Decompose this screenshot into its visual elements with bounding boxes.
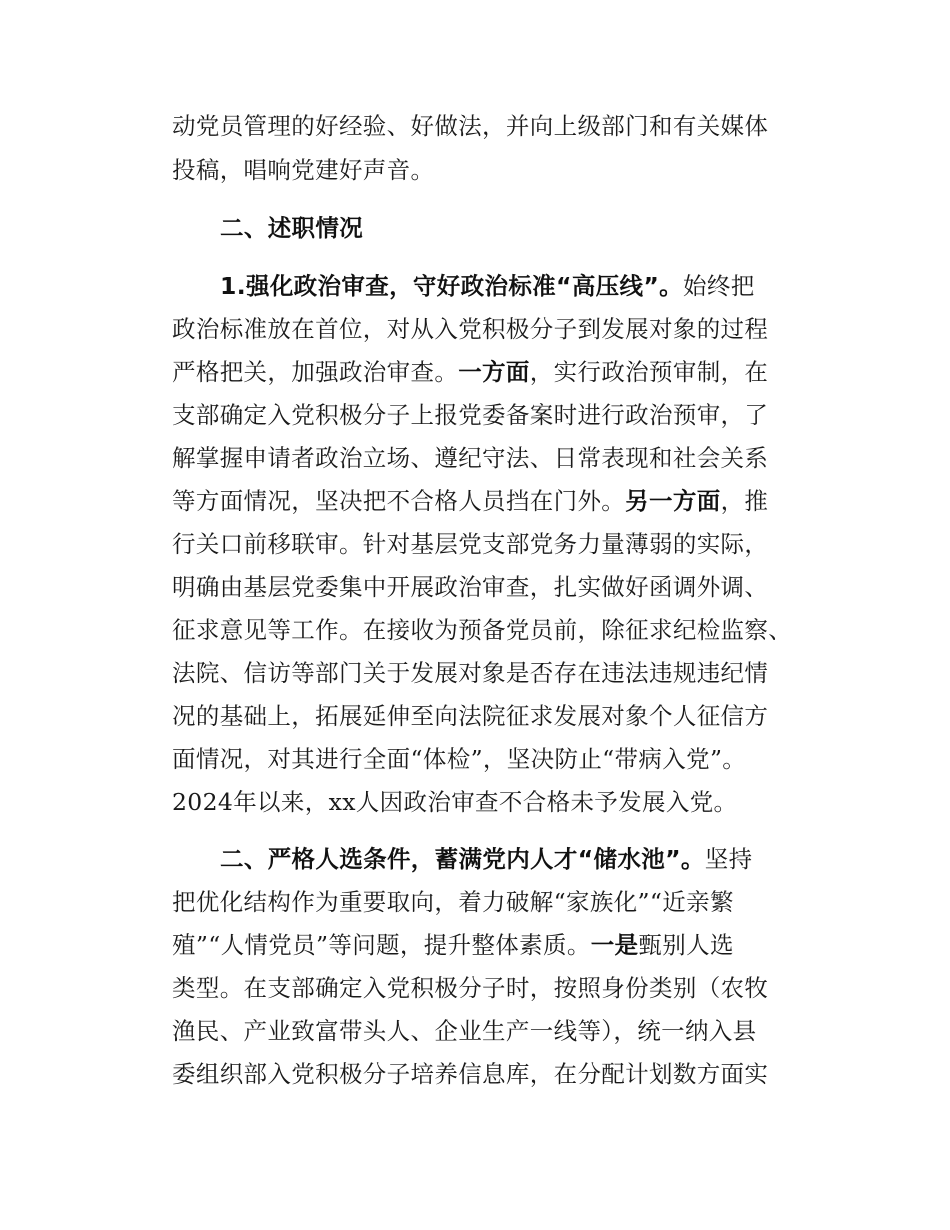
item2-line-3 <box>172 927 812 963</box>
item1-line-2: 政治标准放在首位，对从入党积极分子到发展对象的过程 <box>172 315 769 343</box>
item1-line-12: 面情况，对其进行全面“体检”，坚决防止“带病入党”。 <box>172 745 747 773</box>
item1-lead-rest: 始终把 <box>683 272 755 300</box>
item2-line-2: 把优化结构作为重要取向，着力破解“家族化”“近亲繁 <box>172 888 734 916</box>
intro-line-1: 动党员管理的好经验、好做法，并向上级部门和有关媒体 <box>172 112 769 140</box>
item1-line-13: 2024年以来，xx人因政治审查不合格未予发展入党。 <box>172 788 738 816</box>
item2-line3-a: 殖”“人情党员”等问题，提升整体素质。 <box>172 931 591 959</box>
item1-title: 1.强化政治审查，守好政治标准“高压线”。 <box>220 272 684 300</box>
item2-title: 二、严格人选条件，蓄满党内人才“储水池”。 <box>220 845 705 873</box>
item1-line-3 <box>172 354 812 390</box>
item2-line-5: 渔民、产业致富带头人、企业生产一线等），统一纳入县 <box>172 1017 757 1045</box>
item1-line3-b: ，实行政治预审制，在 <box>529 358 769 386</box>
intro-line-2: 投稿，唱响党建好声音。 <box>172 156 435 184</box>
item1-line-7: 行关口前移联审。针对基层党支部党务力量薄弱的实际， <box>172 530 769 558</box>
item1-line-8: 明确由基层党委集中开展政治审查，扎实做好函调外调、 <box>172 573 769 601</box>
section-heading: 二、述职情况 <box>220 214 364 242</box>
item2-line-1 <box>220 841 860 877</box>
item1-line3-bold: 一方面 <box>458 358 530 386</box>
item1-line-9: 征求意见等工作。在接收为预备党员前，除征求纪检监察、 <box>172 616 793 644</box>
item1-line3-a: 严格把关，加强政治审查。 <box>172 358 459 386</box>
item2-line3-b: 甄别人选 <box>638 931 734 959</box>
item1-line-6 <box>172 483 812 519</box>
item2-line3-bold: 一是 <box>590 931 639 959</box>
item2-line-4: 类型。在支部确定入党积极分子时，按照身份类别（农牧 <box>172 974 769 1002</box>
item1-line-5: 解掌握申请者政治立场、遵纪守法、日常表现和社会关系 <box>172 444 769 472</box>
item1-line-1 <box>220 268 860 304</box>
item1-line-11: 况的基础上，拓展延伸至向法院征求发展对象个人征信方 <box>172 702 769 730</box>
item1-line-10: 法院、信访等部门关于发展对象是否存在违法违规违纪情 <box>172 659 769 687</box>
item2-lead-rest: 坚持 <box>704 845 753 873</box>
item1-line6-bold: 另一方面 <box>625 487 721 515</box>
item1-line-4: 支部确定入党积极分子上报党委备案时进行政治预审，了 <box>172 401 769 429</box>
item2-line-6: 委组织部入党积极分子培养信息库，在分配计划数方面实 <box>172 1060 769 1088</box>
item1-line6-b: ，推 <box>720 487 769 515</box>
item1-line6-a: 等方面情况，坚决把不合格人员挡在门外。 <box>172 487 626 515</box>
